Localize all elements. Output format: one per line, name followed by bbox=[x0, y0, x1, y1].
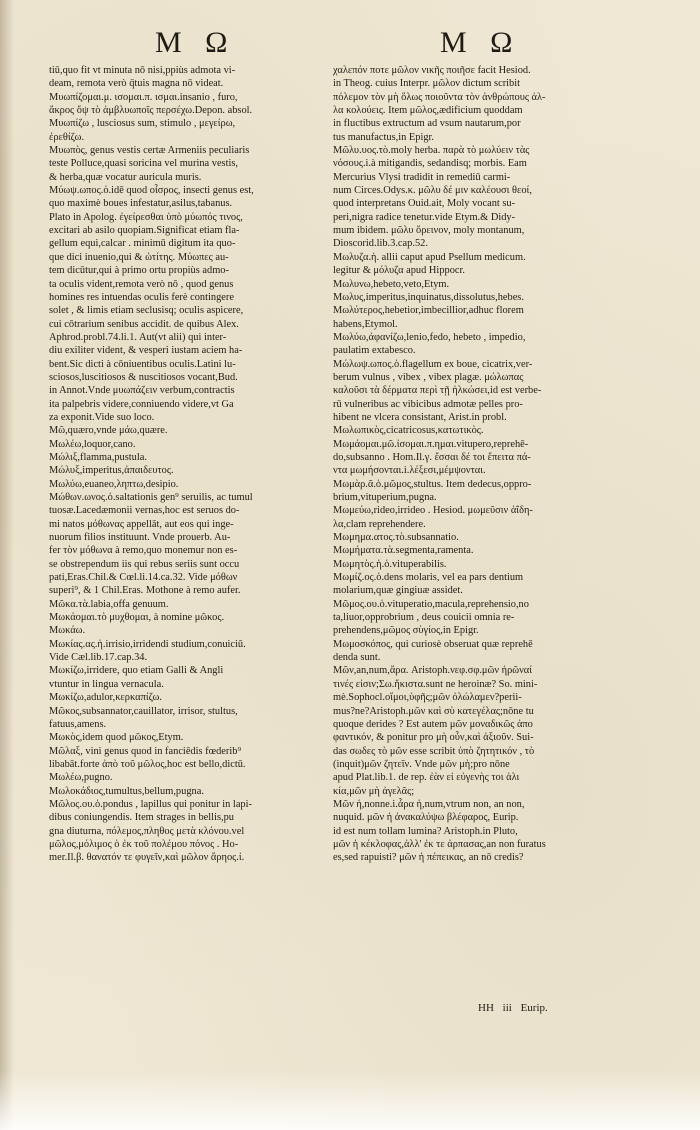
text-line: Mercurius Vlysi tradidit in remediū carmi- bbox=[333, 171, 511, 183]
text-line: es,sed rapuisti? μῶν ἡ πέπεικας, an nō credis? bbox=[333, 852, 524, 864]
text-line: Μυωπὸς, genus vestis certæ Armeniis peculiaris bbox=[49, 145, 250, 157]
text-line: λα,clam reprehendere. bbox=[333, 518, 426, 530]
text-line: Μῶλυ.υος.τὸ.moly herba. παρὰ τὸ μωλύειν τὰς bbox=[333, 145, 530, 157]
text-line: Vide Cæl.lib.17.cap.34. bbox=[49, 652, 148, 664]
text-line: Μωλυς,imperitus,inquinatus,dissolutus,hebes. bbox=[333, 291, 524, 303]
text-line: Μωκὸς,idem quod μῶκος,Etym. bbox=[49, 732, 184, 744]
text-line: mus?ne?Aristoph.μῶν καὶ σὺ κατεγέλας;nōne tu bbox=[333, 705, 534, 717]
text-line: gna diuturna, πόλεμος,πληθος μετὰ κλόνου.vel bbox=[49, 825, 245, 837]
text-line: Μωμητὸς.ἡ.ὁ.vituperabilis. bbox=[333, 558, 447, 570]
text-line: mum ibidem. μῶλυ ὄρεινον, moly montanum, bbox=[333, 225, 525, 237]
text-line: libabāt.forte ἀπὸ τοῦ μῶλος,hoc est bello,dictū. bbox=[49, 758, 246, 770]
catchword: Eurip. bbox=[520, 1002, 548, 1014]
text-line: μῶν ἡ κέκλοφας,ἀλλ' ἐκ τε ἀρπασας,an non furatus bbox=[333, 838, 546, 850]
text-line: Μωλωπικὸς,cicatricosus,κατωτικὸς. bbox=[333, 425, 484, 437]
text-line: pati,Eras.Chil.& Cœl.li.14.ca.32. Vide μόθων bbox=[49, 572, 238, 584]
text-line: Μωμοσκόπος, qui curiosè obseruat quæ reprehē bbox=[333, 638, 533, 650]
text-line: prehendens,μῶμος σὺγίος,in Epigr. bbox=[333, 625, 479, 637]
text-line: Μῶκος,subsannator,cauillator, irrisor, stultus, bbox=[49, 705, 238, 717]
text-line: Μωκίζω,irridere, quo etiam Galli & Angli bbox=[49, 665, 224, 677]
text-line: Μῶμος.ου.ὁ.vituperatio,macula,reprehensio,no bbox=[333, 598, 529, 610]
left-column bbox=[49, 64, 331, 865]
text-line: ντα μωμήσονται.i.λέξεσι,μέμψονται. bbox=[333, 465, 486, 477]
text-line: nuquid. μῶν ἡ ἀνακαλύψω βλέφαρος, Eurip. bbox=[333, 812, 519, 824]
text-line: do,subsanno . Hom.Il.γ. ἔσσαι δέ τοι ἔπειτα πά- bbox=[333, 451, 531, 463]
text-line: habens,Etymol. bbox=[333, 318, 398, 330]
text-line: in Theog. cuius Interpr. μῶλον dictum scribit bbox=[333, 78, 521, 90]
text-line: homines res intuendas oculis ferè contingere bbox=[49, 291, 234, 303]
text-line: ta,liuor,opprobrium , deus couicii omnia re- bbox=[333, 612, 515, 624]
text-line: tiū,quo fit vt minuta nō nisi,ppiùs admota vi- bbox=[49, 65, 236, 76]
text-line: Μῶν,an,num,ἄρα. Aristoph.νεφ.σφ.μῶν ἡρῶναί bbox=[333, 665, 533, 677]
text-line: Μωκίζω,adulor,κερκαπίζω. bbox=[49, 692, 162, 704]
text-line: Μωμήματα.τὰ.segmenta,ramenta. bbox=[333, 545, 474, 557]
text-line: dibus coniungendis. Item strages in bellis,pu bbox=[49, 812, 234, 824]
text-line: χαλεπόν ποτε μῶλον νικῆς ποιῆσε facit Hesiod. bbox=[333, 65, 531, 76]
text-line: φαντικόν, & ponitur pro μὴ οὖν,καὶ ἀξιοῦν. Sui- bbox=[333, 732, 534, 744]
text-line: denda sunt. bbox=[333, 652, 381, 664]
text-line: Plato in Apolog. ἐγείρεσθαι ὑπὸ μύωπός τινος, bbox=[49, 211, 243, 223]
text-line: ta oculis vident,remota verò nō , quod genus bbox=[49, 278, 234, 290]
text-line: Μωλυζα.ἡ. allii caput apud Psellum medicum. bbox=[333, 251, 526, 263]
text-line: καλοῦσι τὰ δέρματα περὶ τῇ ἡλκώσει,id est verbe- bbox=[333, 385, 542, 397]
text-line: Μωμίζ.ος.ὁ.dens molaris, vel ea pars dentium bbox=[333, 572, 524, 584]
right-column bbox=[333, 64, 623, 865]
text-line: diu exiliter vident, & vesperi iustam aciem ha- bbox=[49, 345, 243, 357]
text-line: legitur & μόλυζα apud Hippocr. bbox=[333, 265, 465, 277]
text-line: in fluctibus extructum ad vsum nautarum,por bbox=[333, 118, 521, 130]
text-line: gellum equi,calcar . minimū digitum ita quo- bbox=[49, 238, 236, 250]
text-line: Μωμημα.ατος.τὸ.subsannatio. bbox=[333, 532, 459, 544]
text-line: superi⁹, & 1 Chil.Eras. Mothone à remo aufer. bbox=[49, 585, 241, 597]
text-line: mer.Il.β. θανατόν τε φυγεῖν,καὶ μῶλον ἄρηος.ἰ. bbox=[49, 852, 245, 864]
text-line: vtuntur in lingua vernacula. bbox=[49, 678, 164, 690]
text-line: ita palpebris videre,conniuendo videre,vt Ga bbox=[49, 398, 234, 410]
text-line: Μώλιξ,flamma,pustula. bbox=[49, 451, 147, 463]
text-line: Μωλέω,pugno. bbox=[49, 772, 113, 784]
text-line: que dici inuenio,qui & ὠτίτης. Μύωπες au- bbox=[49, 251, 229, 263]
text-line: teste Polluce,quasi soricina vel murina vestis, bbox=[49, 158, 239, 170]
text-line: τινές εἰσιν;Σω.ἥκιστα.sunt ne heroinæ? So. mini- bbox=[333, 678, 538, 690]
text-line: ἄκρος ὄψ τὸ ἀμβλυωποῖς περσέχω.Depon. absol. bbox=[49, 105, 253, 117]
text-line: μῶλος,μόλιμος ὁ ἐκ τοῦ πολέμου πόνος . Ho- bbox=[49, 838, 239, 850]
text-line: berum vulnus , vibex , vibex plagæ. μώλωπας bbox=[333, 371, 524, 383]
text-line: id est num tollam lumina? Aristoph.in Pluto, bbox=[333, 825, 518, 837]
text-line: Μωλοκάδιος,tumultus,bellum,pugna. bbox=[49, 785, 204, 797]
text-line: & herba,quæ vocatur auricula muris. bbox=[49, 171, 202, 183]
text-line: Aphrod.probl.74.li.1. Aut(vt alii) qui inter- bbox=[49, 331, 227, 343]
text-line: Μωμὰρ.ᾶ.ὁ.μῶμος,stultus. Item dedecus,oppro- bbox=[333, 478, 532, 490]
text-line: Μωλέω,loquor,cano. bbox=[49, 438, 136, 450]
text-line: sciosos,luscitiosos & nuscitiosos vocant,Bud. bbox=[49, 371, 238, 383]
text-line: bent.Sic dicti à cōniuentibus oculis.Latini lu- bbox=[49, 358, 236, 370]
text-line: in Annot.Vnde μυωπάζειν verbum,contractis bbox=[49, 385, 235, 397]
text-line: quod interpretans Ouid.ait, Moly vocant su- bbox=[333, 198, 516, 210]
text-line: das σωδες τὸ μῶν esse scribit ὑπὸ ζητητικόν , τὸ bbox=[333, 745, 535, 757]
text-line: κία,μῶν μὴ ἀγελᾶς; bbox=[333, 785, 415, 797]
text-line: Μωλύω,ἀφανίζω,lenio,fedo, hebeto , impedio, bbox=[333, 331, 526, 343]
text-line: Μῶ,quæro,vnde μάω,quære. bbox=[49, 425, 168, 437]
text-line: Μωλυνω,hebeto,veto,Etym. bbox=[333, 278, 450, 290]
text-line: Μῶλαξ, vini genus quod in fanciēdis fœderib⁹ bbox=[49, 745, 242, 757]
text-line: πόλεμον τὸν μὴ ὅλως ποιοῦντα τὸν ἀνθρώπους ἀλ- bbox=[333, 91, 546, 103]
text-line: se obstrependum iis qui rebus seriis sunt occu bbox=[49, 558, 240, 570]
text-line: quoque derides ? Est autem μῶν μοναδικῶς ἀπο bbox=[333, 718, 533, 730]
text-line: tus manufactus,in Epigr. bbox=[333, 131, 435, 143]
text-line: νόσους.i.à mitigandis, sedandisq; morbis. Eam bbox=[333, 158, 527, 170]
text-line: mi natos μόθωνας appellāt, aut eos qui inge- bbox=[49, 518, 234, 530]
text-line: Μώλωψ.ωπος.ὁ.flagellum ex boue, cicatrix,ver- bbox=[333, 358, 533, 370]
text-line: Μωλύω,euaneo,ληπτω,desipio. bbox=[49, 478, 179, 490]
text-line: excitari ab asilo quopiam.Significat etiam fla- bbox=[49, 225, 240, 237]
text-line: Μώλυξ,imperitus,ἀπαιδευτος. bbox=[49, 465, 174, 477]
text-line: quo maximè boues infestatur,asilus,tabanus. bbox=[49, 198, 233, 210]
text-line: ἐρεθίζω. bbox=[49, 131, 85, 143]
text-line: solet , & limis etiam seclusisq; oculis aspicere, bbox=[49, 305, 244, 317]
text-line: Μῶν ἡ,nonne.i.ἆρα ἡ,num,vtrum non, an non, bbox=[333, 798, 525, 810]
text-line: cui cōtrarium senibus accidit. de quibus Alex. bbox=[49, 318, 239, 330]
text-line: tem dicūtur,qui à primo ortu propiùs admo- bbox=[49, 265, 229, 277]
text-line: Dioscorid.lib.3.cap.52. bbox=[333, 238, 428, 250]
text-line: Μωμεύω,rideo,irrideo . Hesiod. μωμεῦσιν ἀΐδη- bbox=[333, 505, 533, 517]
page-bottom-fade bbox=[0, 1070, 700, 1130]
text-line: peri,nigra radice tenetur.vide Etym.& Didy- bbox=[333, 211, 516, 223]
text-line: fatuus,amens. bbox=[49, 718, 107, 730]
running-head-left: M Ω bbox=[155, 26, 236, 59]
text-line: num Circes.Odys.κ. μῶλυ δέ μιν καλέουσι θεοί, bbox=[333, 185, 532, 197]
text-line: mè.Sophocl.οἴμοι,ὑφῆς;μῶν ὀλώλαμεν?perii- bbox=[333, 692, 522, 704]
text-line: Μωκάω. bbox=[49, 625, 86, 637]
signature-mark: HH iii bbox=[478, 1002, 512, 1014]
text-line: Μῶκα.τὰ.labia,offa genuum. bbox=[49, 598, 169, 610]
text-line: tuosæ.Lacedæmonii vernas,hoc est seruos do- bbox=[49, 505, 240, 517]
text-line: deam, remota verò q̄tuis magna nō videat. bbox=[49, 78, 224, 90]
text-line: za exponit.Vide suo loco. bbox=[49, 411, 155, 423]
text-line: Μωκάομαι.τὸ μυχθομαι, à nomine μῶκος. bbox=[49, 612, 225, 624]
text-line: hibent ne vlcera consistant, Arist.in probl. bbox=[333, 411, 507, 423]
text-line: brium,vituperium,pugna. bbox=[333, 492, 437, 503]
text-line: Μωκίας.ας.ἡ.irrisio,irridendi studium,conuiciū. bbox=[49, 638, 246, 650]
running-head-right: M Ω bbox=[440, 26, 521, 59]
page-footer bbox=[478, 1002, 548, 1014]
text-line: (inquit)μῶν ζητεῖν. Vnde μῶν μὴ;pro nōne bbox=[333, 758, 510, 770]
text-line: molarium,quæ gingiuæ assidet. bbox=[333, 585, 463, 597]
text-line: Μυωπίζω , lusciosus sum, stimulo , μεγείρω, bbox=[49, 118, 236, 130]
text-line: λα κολούεις. Item μῶλος,ædificium quoddam bbox=[333, 105, 523, 117]
text-line: Μύωψ.ωπος.ὁ.idē quod οἶσρος, insecti genus est, bbox=[49, 185, 254, 197]
text-line: Μωλύτερος,hebetior,imbecillior,adhuc florem bbox=[333, 305, 524, 317]
text-line: fer τὸν μόθωνα à remo,quo monemur non es- bbox=[49, 545, 238, 557]
text-line: Μωμάομαι.μῶ.ἰσομαι.π.ημαι.vitupero,reprehē- bbox=[333, 438, 529, 450]
text-line: apud Plat.lib.1. de rep. ἐὰν εἰ εὐγενὴς τοι ἀλι bbox=[333, 772, 520, 784]
text-line: paulatim extabesco. bbox=[333, 345, 416, 357]
text-line: Μυωπίζομαι.μ. ισομαι.π. ισμαι.insanio , furo, bbox=[49, 91, 238, 103]
text-line: Μῶλος.ου.ὁ.pondus , lapillus qui ponitur in lapi- bbox=[49, 798, 252, 810]
text-line: Μώθων.ωνος.ὁ.saltationis gen⁹ seruilis, ac tumul bbox=[49, 492, 253, 503]
text-line: nuorum filios instituunt. Vnde prouerb. Au- bbox=[49, 532, 231, 544]
text-line: rū vulneribus ac vibicibus admotæ pelles pro- bbox=[333, 398, 523, 410]
binding-gutter-shadow bbox=[0, 0, 14, 1130]
